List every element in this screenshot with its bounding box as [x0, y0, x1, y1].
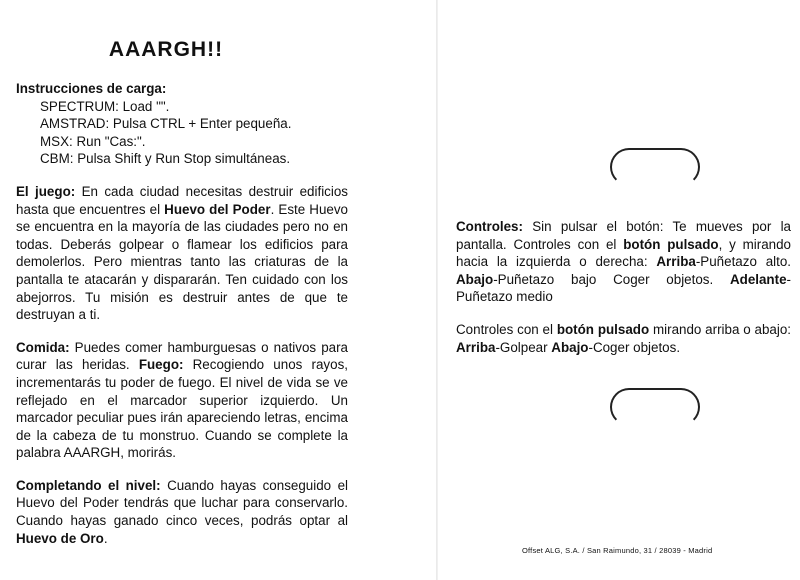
- page-title: AAARGH!!: [108, 38, 224, 61]
- food-heading: Comida:: [16, 339, 70, 355]
- game-text-1: En cada ciudad necesitas destruir edificios hasta que encuentres el: [16, 183, 348, 217]
- controls2-text-3: -Golpear: [495, 339, 552, 355]
- cassette-notch-top: [610, 148, 700, 186]
- controls1-text-2: , y mirando hacia la izquierda o derecha:: [456, 236, 792, 270]
- printer-imprint: Offset ALG, S.A. / San Raimundo, 31 / 28039 - Madrid: [522, 546, 713, 555]
- controls2-text-4: -Coger objetos.: [588, 339, 681, 355]
- loading-line-amstrad: AMSTRAD: Pulsa CTRL + Enter pequeña.: [40, 116, 292, 132]
- cassette-notch-bottom: [610, 388, 700, 426]
- controls2-bold-1: botón pulsado: [556, 321, 650, 337]
- level-text-1: Cuando hayas conseguido el Huevo del Poder tendrás que luchar para conservarlo. Cuando hayas ganado cinco veces, podrás optar al: [16, 477, 348, 529]
- controls2-bold-2: Arriba: [456, 339, 496, 355]
- food-text-1: Puedes comer hamburguesas o nativos para curar las heridas.: [16, 339, 348, 373]
- loading-line-spectrum: SPECTRUM: Load "".: [40, 98, 170, 114]
- controls1-bold-1: botón pulsado: [623, 236, 719, 252]
- game-section: [16, 183, 348, 324]
- level-heading: Completando el nivel:: [16, 477, 161, 493]
- controls1-bold-3: Abajo: [456, 271, 494, 287]
- loading-line-msx: MSX: Run "Cas:".: [40, 133, 146, 149]
- fire-heading: Fuego:: [138, 357, 184, 373]
- loading-heading: Instrucciones de carga:: [16, 81, 167, 96]
- controls2-text-2: mirando arriba o abajo:: [649, 321, 792, 337]
- game-heading: El juego:: [16, 183, 76, 199]
- page-fold: [436, 0, 438, 580]
- controls1-text-4: -Puñetazo bajo Coger objetos.: [493, 271, 730, 287]
- left-column: [16, 38, 348, 562]
- controls-heading: Controles:: [456, 219, 523, 234]
- controls1-text-5: -Puñetazo medio: [456, 271, 791, 305]
- game-bold-1: Huevo del Poder: [164, 201, 271, 217]
- game-text-2: . Este Huevo se encuentra en la mayoría de las ciudades pero no en todas. Deberás golpear o flamear los edificios para demolerlos. Pero mientras tanto las criaturas de la pantalla te atacarán y dispararán. Ten cuidado con los abejorros. Tu misión es destruir antes de que te destruyan a ti.: [16, 201, 348, 323]
- controls2-text-1: Controles con el: [456, 321, 557, 337]
- controls2-bold-3: Abajo: [551, 339, 589, 355]
- level-bold-1: Huevo de Oro: [16, 530, 104, 546]
- controls1-text-3: -Puñetazo alto.: [695, 254, 792, 270]
- controls1-bold-4: Adelante: [729, 271, 787, 287]
- loading-line-cbm: CBM: Pulsa Shift y Run Stop simultáneas.: [40, 151, 291, 167]
- level-text-2: .: [103, 530, 108, 546]
- level-section: [16, 477, 348, 547]
- right-column: [456, 218, 791, 371]
- loading-lines: [40, 98, 348, 168]
- controls-section-1: [456, 218, 791, 306]
- food-text-2: Recogiendo unos rayos, incrementarás tu poder de fuego. El nivel de vida se ve reflejado en el marcador superior izquierdo. Un marcador peculiar pues irán apareciendo letras, encima de la cabeza de tu monstruo. Cuando se complete la palabra AAARGH, morirás.: [16, 357, 348, 461]
- controls1-bold-2: Arriba: [656, 254, 696, 270]
- controls-section-2: [456, 321, 791, 356]
- controls1-text-1: Sin pulsar el botón: Te mueves por la pantalla. Controles con el: [456, 219, 791, 252]
- food-section: [16, 339, 348, 462]
- loading-section: [16, 80, 348, 168]
